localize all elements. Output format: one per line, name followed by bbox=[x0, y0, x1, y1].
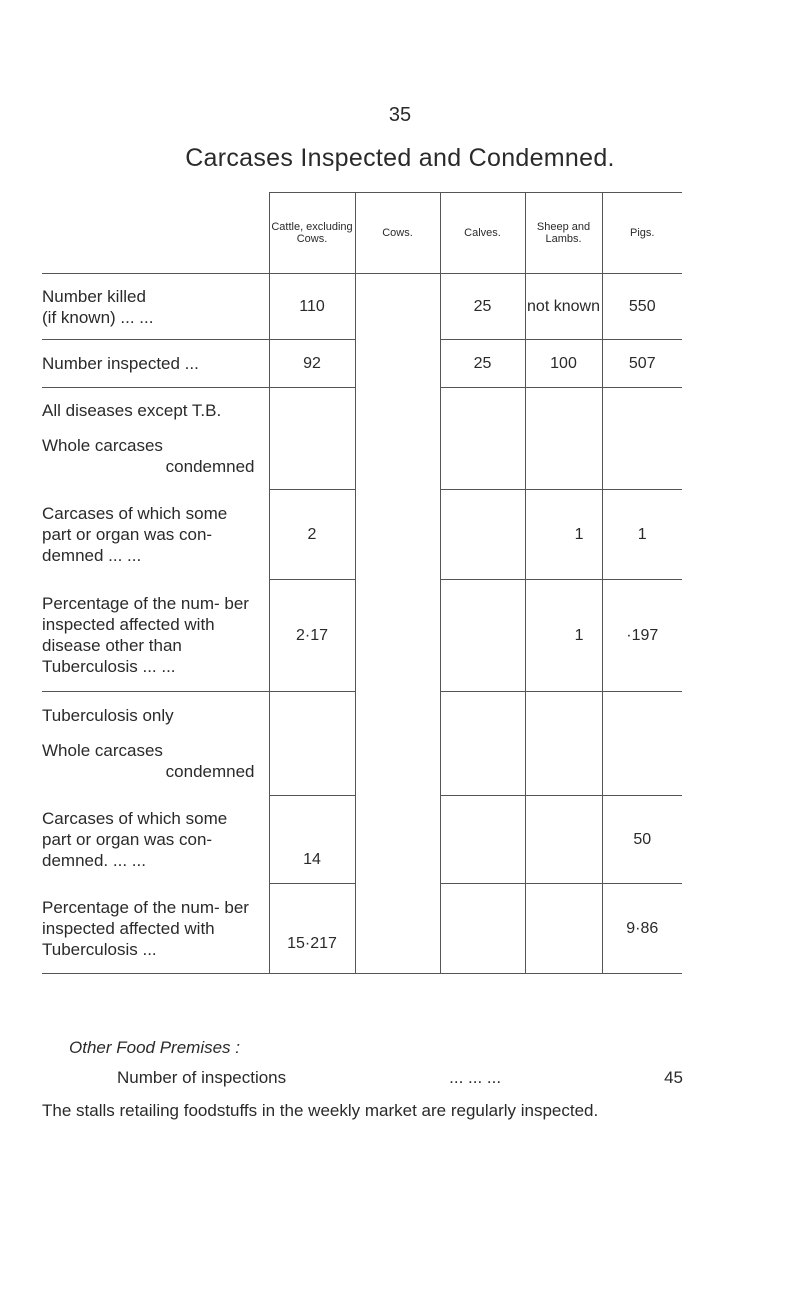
table-row-other-part bbox=[42, 490, 682, 580]
cell-cattle: 2·17 bbox=[269, 580, 355, 692]
row-label-line: Number killed bbox=[42, 286, 146, 306]
cell-calves bbox=[440, 388, 525, 490]
cell-cattle: 15·217 bbox=[269, 884, 355, 974]
cell-calves: 25 bbox=[440, 274, 525, 340]
table-header-row bbox=[42, 193, 682, 274]
cell-pigs bbox=[602, 692, 682, 796]
row-label: Number inspected ... bbox=[42, 340, 269, 388]
cell-sheep bbox=[525, 388, 602, 490]
table-row-tb-pct bbox=[42, 884, 682, 974]
cell-pigs: 9·86 bbox=[602, 884, 682, 974]
row-label: Percentage of the num- ber inspected affected with Tuberculosis ... bbox=[42, 884, 269, 974]
header-pigs: Pigs. bbox=[602, 193, 682, 274]
cell-sheep: 1 bbox=[525, 490, 602, 580]
cell-cattle bbox=[269, 692, 355, 796]
row-label bbox=[42, 692, 269, 796]
carcases-table bbox=[42, 192, 682, 974]
other-food-heading: Other Food Premises : bbox=[69, 1038, 241, 1057]
cell-sheep: 100 bbox=[525, 340, 602, 388]
cell-cows bbox=[355, 340, 440, 388]
header-cattle: Cattle, excluding Cows. bbox=[269, 193, 355, 274]
cell-cows bbox=[355, 490, 440, 580]
cell-sheep: 1 bbox=[525, 580, 602, 692]
inspections-row bbox=[117, 1068, 683, 1088]
row-label-line: Whole carcases bbox=[42, 436, 163, 456]
table-row-tb-whole bbox=[42, 692, 682, 796]
cell-pigs: ·197 bbox=[602, 580, 682, 692]
table-row-killed bbox=[42, 274, 682, 340]
cell-calves bbox=[440, 580, 525, 692]
cell-cows bbox=[355, 884, 440, 974]
cell-cattle bbox=[269, 388, 355, 490]
cell-pigs bbox=[602, 388, 682, 490]
cell-cattle: 92 bbox=[269, 340, 355, 388]
cell-pigs: 550 bbox=[602, 274, 682, 340]
cell-calves bbox=[440, 884, 525, 974]
cell-pigs: 50 bbox=[602, 796, 682, 884]
row-label bbox=[42, 274, 269, 340]
row-label: Percentage of the num- ber inspected affected with disease other than Tuberculosis ... ... bbox=[42, 580, 269, 692]
cell-cattle: 110 bbox=[269, 274, 355, 340]
cell-cattle: 2 bbox=[269, 490, 355, 580]
header-sheep: Sheep and Lambs. bbox=[525, 193, 602, 274]
table-row-other-pct bbox=[42, 580, 682, 692]
row-label-line: (if known) ... ... bbox=[42, 307, 154, 327]
page-title: Carcases Inspected and Condemned. bbox=[185, 144, 615, 172]
table-row-inspected bbox=[42, 340, 682, 388]
cell-cows bbox=[355, 388, 440, 490]
cell-pigs: 507 bbox=[602, 340, 682, 388]
inspections-value: 45 bbox=[664, 1068, 683, 1087]
cell-calves bbox=[440, 490, 525, 580]
cell-cows bbox=[355, 274, 440, 340]
cell-sheep bbox=[525, 884, 602, 974]
row-label-line: condemned bbox=[165, 457, 255, 477]
cell-sheep: not known bbox=[525, 274, 602, 340]
header-corner bbox=[42, 193, 269, 274]
cell-cows bbox=[355, 796, 440, 884]
cell-cattle: 14 bbox=[269, 796, 355, 884]
leader-dots: ... ... ... bbox=[449, 1068, 502, 1087]
section-heading: Tuberculosis only bbox=[42, 706, 174, 726]
row-label: Carcases of which some part or organ was con- demned ... ... bbox=[42, 504, 228, 565]
table-row-tb-part bbox=[42, 796, 682, 884]
cell-sheep bbox=[525, 692, 602, 796]
cell-pigs: 1 bbox=[602, 490, 682, 580]
inspections-label: Number of inspections bbox=[117, 1068, 287, 1087]
header-cows: Cows. bbox=[355, 193, 440, 274]
cell-cows bbox=[355, 692, 440, 796]
row-label-line: Whole carcases bbox=[42, 741, 163, 761]
cell-calves bbox=[440, 692, 525, 796]
market-note: The stalls retailing foodstuffs in the weekly market are regularly inspected. bbox=[42, 1101, 599, 1120]
cell-calves bbox=[440, 796, 525, 884]
header-calves: Calves. bbox=[440, 193, 525, 274]
row-label: Carcases of which some part or organ was con- demned. ... ... bbox=[42, 809, 228, 870]
row-label bbox=[42, 388, 269, 490]
cell-calves: 25 bbox=[440, 340, 525, 388]
table-row-other-whole bbox=[42, 388, 682, 490]
cell-sheep bbox=[525, 796, 602, 884]
cell-cows bbox=[355, 580, 440, 692]
section-heading: All diseases except T.B. bbox=[42, 401, 222, 421]
page-number: 35 bbox=[388, 104, 412, 126]
row-label-line: condemned bbox=[165, 762, 255, 782]
